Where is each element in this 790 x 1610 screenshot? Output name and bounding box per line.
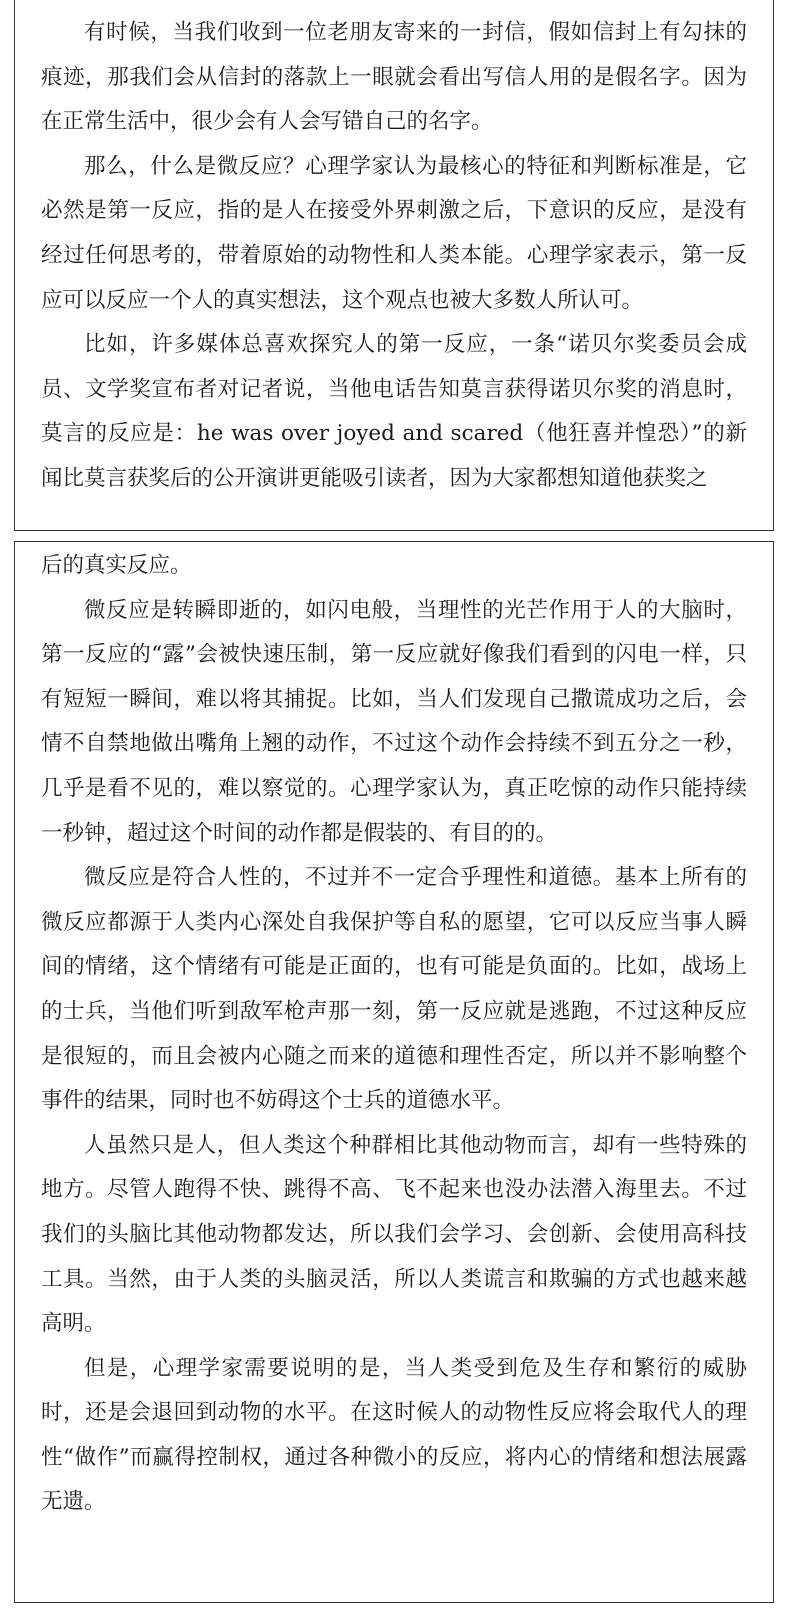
paragraph: 比如，许多媒体总喜欢探究人的第一反应，一条“诺贝尔奖委员会成员、文学奖宣布者对记者说，当他电话告知莫言获得诺贝尔奖的消息时，莫言的反应是：he was over joyed and scared（他狂喜并惶恐）”的新闻比莫言获奖后的公开演讲更能吸引读者，因为大家都想知道他获奖之 [41, 332, 747, 491]
paragraph: 那么，什么是微反应？心理学家认为最核心的特征和判断标准是，它必然是第一反应，指的是人在接受外界刺激之后，下意识的反应，是没有经过任何思考的，带着原始的动物性和人类本能。心理学家表示，第一反应可以反应一个人的真实想法，这个观点也被大多数人所认可。 [41, 153, 747, 313]
page-bottom [14, 541, 774, 1603]
paragraph: 但是，心理学家需要说明的是，当人类受到危及生存和繁衍的威胁时，还是会退回到动物的水平。在这时候人的动物性反应将会取代人的理性“做作”而赢得控制权，通过各种微小的反应，将内心的情绪和想法展露无遗。 [41, 1355, 747, 1515]
paragraph: 人虽然只是人，但人类这个种群相比其他动物而言，却有一些特殊的地方。尽管人跑得不快、跳得不高、飞不起来也没办法潜入海里去。不过我们的头脑比其他动物都发达，所以我们会学习、会创新、会使用高科技工具。当然，由于人类的头脑灵活，所以人类谎言和欺骗的方式也越来越高明。 [41, 1132, 747, 1337]
paragraph: 有时候，当我们收到一位老朋友寄来的一封信，假如信封上有勾抹的痕迹，那我们会从信封的落款上一眼就会看出写信人用的是假名字。因为在正常生活中，很少会有人会写错自己的名字。 [41, 20, 747, 135]
page-top-text [15, 11, 773, 502]
paragraph: 微反应是符合人性的，不过并不一定合乎理性和道德。基本上所有的微反应都源于人类内心深处自我保护等自私的愿望，它可以反应当事人瞬间的情绪，这个情绪有可能是正面的，也有可能是负面的。比如，战场上的士兵，当他们听到敌军枪声那一刻，第一反应就是逃跑，不过这种反应是很短的，而且会被内心随之而来的道德和理性否定，所以并不影响整个事件的结果，同时也不妨碍这个士兵的道德水平。 [41, 865, 747, 1114]
page-bottom-text [15, 544, 773, 1525]
page-top [14, 0, 774, 531]
paragraph: 微反应是转瞬即逝的，如闪电般，当理性的光芒作用于人的大脑时，第一反应的“露”会被快速压制，第一反应就好像我们看到的闪电一样，只有短短一瞬间，难以将其捕捉。比如，当人们发现自己撒谎成功之后，会情不自禁地做出嘴角上翘的动作，不过这个动作会持续不到五分之一秒，几乎是看不见的，难以察觉的。心理学家认为，真正吃惊的动作只能持续一秒钟，超过这个时间的动作都是假装的、有目的的。 [41, 597, 747, 846]
paragraph-continuation: 后的真实反应。 [41, 553, 192, 578]
